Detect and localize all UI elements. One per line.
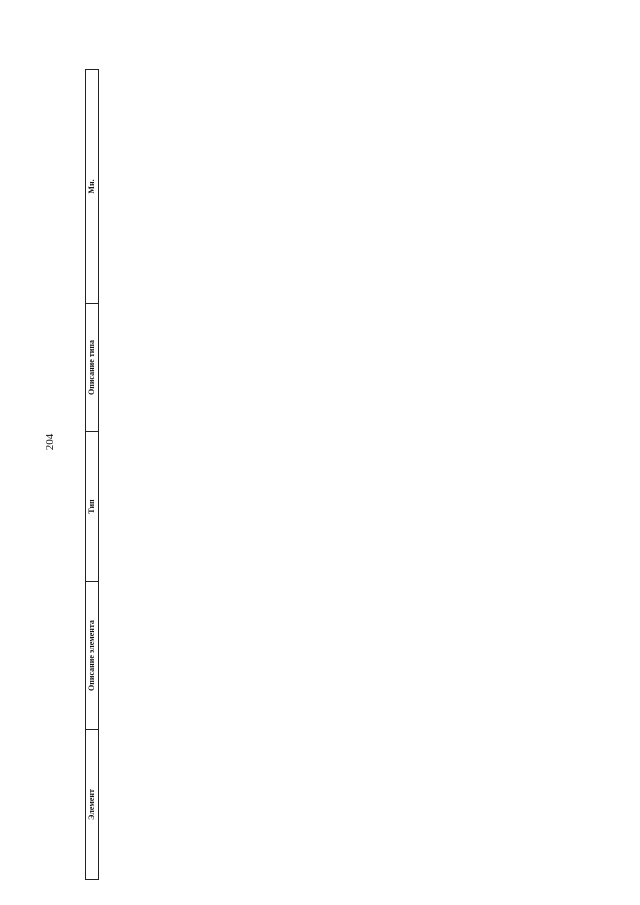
page-number: 204 bbox=[44, 433, 56, 451]
header-type: Тип bbox=[86, 432, 99, 582]
header-multiplicity: Мн. bbox=[86, 70, 99, 304]
header-element: Элемент bbox=[86, 730, 99, 880]
rotated-table-container bbox=[85, 70, 579, 880]
header-element-description: Описание элемента bbox=[86, 582, 99, 730]
header-type-description: Описание типа bbox=[86, 304, 99, 432]
header-row bbox=[86, 70, 99, 880]
elements-table bbox=[85, 69, 99, 880]
